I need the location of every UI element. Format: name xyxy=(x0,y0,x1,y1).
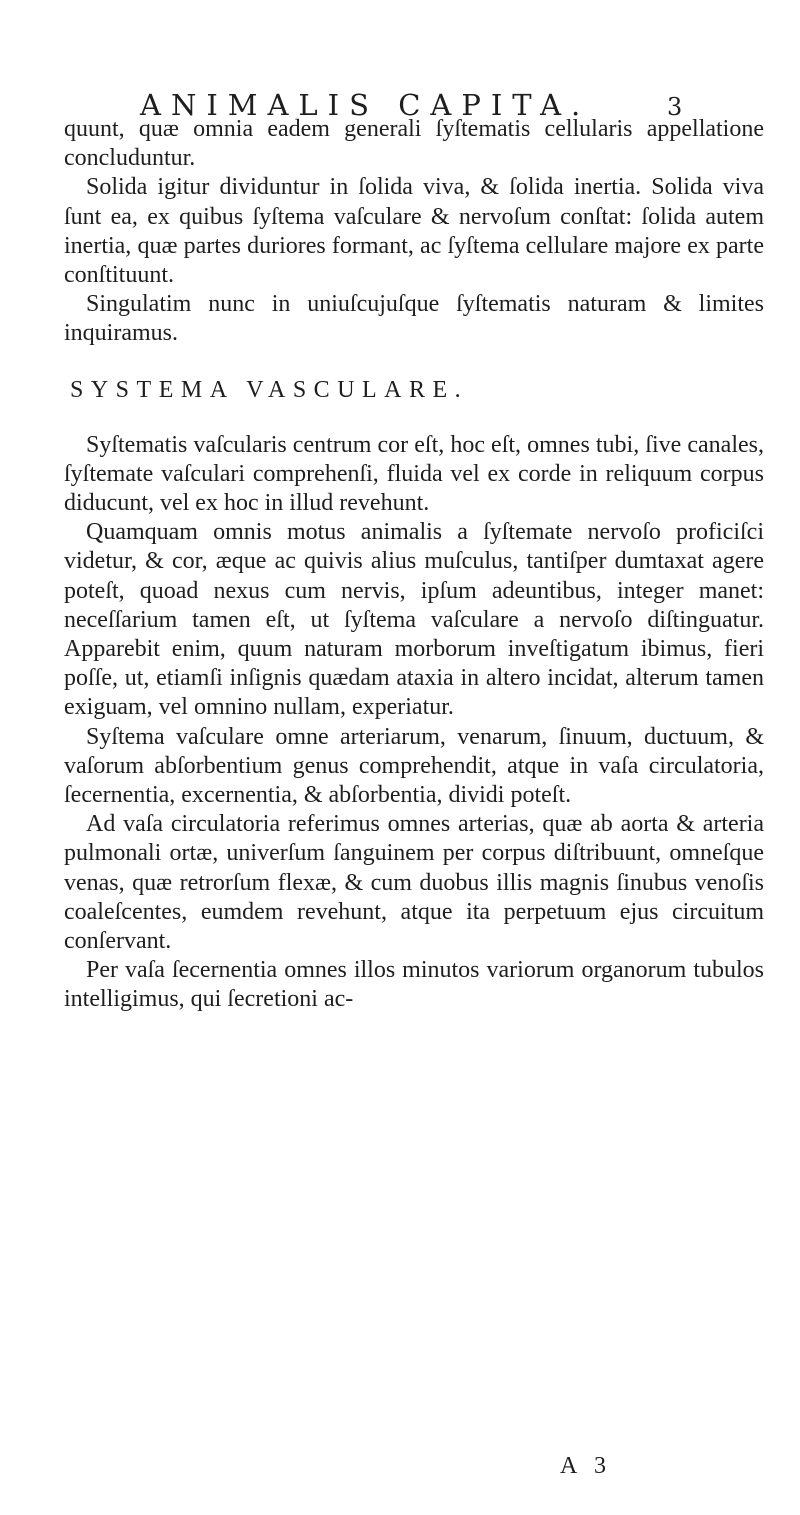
paragraph-continuation: quunt, quæ omnia eadem generali ſyſtematis cellularis appellatione concluduntur. xyxy=(64,116,764,172)
section-heading: SYSTEMA VASCULARE. xyxy=(70,376,469,403)
paragraph-singulatim: Singulatim nunc in uniuſcujuſque ſyſtematis naturam & limites inquiramus. xyxy=(64,291,764,347)
paragraph-systema-vasculare: Syſtema vaſculare omne arteriarum, venarum, ſinuum, ductuum, & vaſorum abſorbentium genus comprehendit, atque in vaſa circulatoria, ſecernentia, excernentia, & abſorbentia, dividi poteſt. xyxy=(64,723,764,809)
paragraph-vasa-circulatoria: Ad vaſa circulatoria referimus omnes arterias, quæ ab aorta & arteria pulmonali ortæ, univerſum ſanguinem per corpus diſtribuunt, omneſque venas, quæ retrorſum flexæ, & cum duobus illis magnis ſinubus venoſis coaleſcentes, eumdem revehunt, atque ita perpetuum ejus circuitum conſervant. xyxy=(64,811,764,955)
paragraph-solida: Solida igitur dividuntur in ſolida viva, & ſolida inertia. Solida viva ſunt ea, ex quibus ſyſtema vaſculare & nervoſum conſtat: ſolida autem inertia, quæ partes duriores formant, ac ſyſtema cellulare majore ex parte conſtituunt. xyxy=(64,174,764,289)
paragraph-quamquam: Quamquam omnis motus animalis a ſyſtemate nervoſo proficiſci videtur, & cor, æque ac quivis alius muſculus, tantiſper dumtaxat agere poteſt, quoad nexus cum nervis, ipſum adeuntibus, integer manet: neceſſarium tamen eſt, ut ſyſtema vaſculare a nervoſo diſtinguatur. Apparebit enim, quum naturam morborum inveſtigatum ibimus, fieri poſſe, ut, etiamſi inſignis quædam ataxia in altero incidat, alterum tamen exiguam, vel omnino nullam, experiatur. xyxy=(64,519,764,721)
paragraph-vasa-secernentia: Per vaſa ſecernentia omnes illos minutos variorum organorum tubulos intelligimus, qui ſecretioni ac- xyxy=(64,957,764,1013)
paragraph-systematis: Syſtematis vaſcularis centrum cor eſt, hoc eſt, omnes tubi, ſive canales, ſyſtemate vaſculari comprehenſi, fluida vel ex corde in reliquum corpus diducunt, vel ex hoc in illud revehunt. xyxy=(64,431,764,517)
signature-mark: A 3 xyxy=(560,1453,613,1479)
page-number: 3 xyxy=(667,93,683,121)
body-text xyxy=(64,115,764,1015)
running-head: ANIMALIS CAPITA. xyxy=(140,88,591,122)
